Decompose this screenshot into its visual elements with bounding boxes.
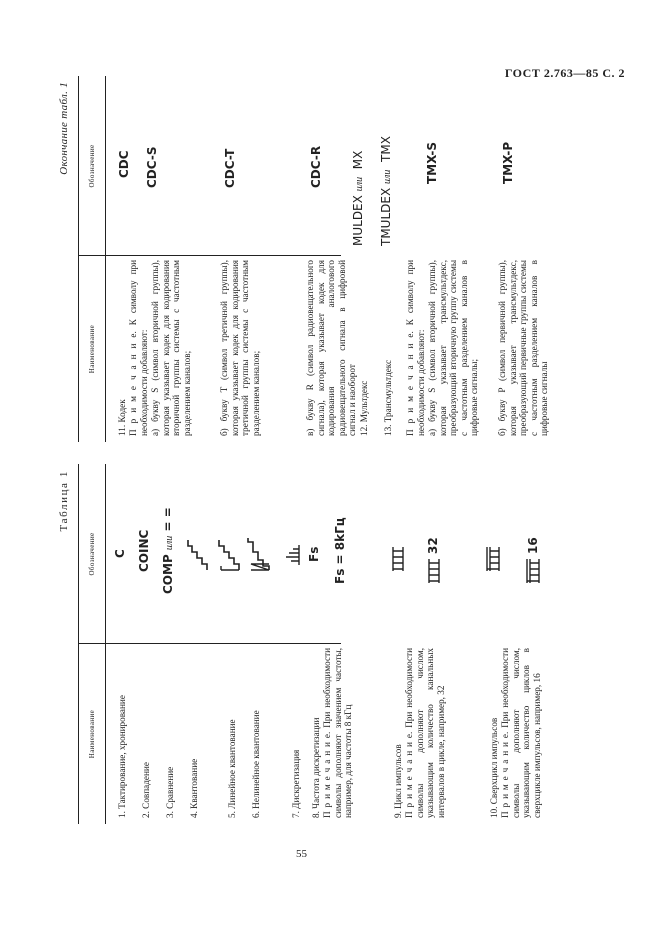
row-name: 11. Кодек	[117, 399, 127, 436]
row-name: 6. Нелинейное квантование	[251, 710, 261, 818]
frame-icon	[427, 558, 441, 584]
symbol-cdc-t: CDC-T	[223, 148, 237, 188]
row-sub: б) букву T (символ третичной группы), которая указывает кодек для кодирования третичной группы системы с частотным разделением каналов;	[219, 260, 261, 436]
symbol-muldex: MULDEX или MX	[351, 150, 365, 246]
row-sub: а) букву S (символ вторичной группы), которая указывает трансмультдекс, преобразующий вторичную группу системы с частотным разделением каналов в цифровые сигналы;	[427, 260, 480, 436]
column-divider	[79, 643, 341, 644]
table-1	[58, 464, 542, 824]
multiframe-icon	[485, 546, 501, 572]
row-name: 7. Дискретизация	[291, 749, 301, 818]
row-sub: в) букву R (символ радиовещательного сигнала), которая указывает кодек для кодирования аналогового радиовещательного сигнала в цифровой сигнал и наоборот	[305, 260, 358, 436]
symbol-tmuldex: TMULDEX или TMX	[379, 136, 393, 246]
symbol-coinc: COINC	[137, 529, 151, 572]
symbol-clock: C	[113, 549, 127, 558]
symbol-comp: COMP или = =	[161, 507, 175, 594]
row-note: П р и м е ч а н и е. При необходимости символы дополняют числом, указывающим количество канальных интервалов в цикле, например, 32	[404, 648, 446, 818]
row-sub: а) букву S (символ вторичной группы), которая указывает кодек для кодирования вторичной группы системы с частотным разделением каналов;	[150, 260, 192, 436]
document-header: ГОСТ 2.763—85 С. 2	[504, 66, 625, 80]
table-header-row	[79, 464, 106, 824]
nonlinear-quantize-icon	[245, 536, 271, 572]
row-note: П р и м е ч а н и е. К символу при необходимости добавляют:	[405, 260, 426, 436]
symbol-frame-count: 32	[426, 537, 440, 554]
column-header-symbol: Обозначение	[88, 532, 96, 576]
table-header-row	[79, 76, 106, 442]
row-note: П р и м е ч а н и е. При необходимости символы дополняют значением частоты, например, для частоты 8 кГц	[322, 648, 354, 818]
row-name: 2. Совпадение	[141, 762, 151, 818]
column-header-symbol: Обозначение	[88, 144, 96, 188]
row-name: 4. Квантование	[189, 758, 199, 818]
row-name: 1. Тактирование, хронирование	[117, 695, 127, 818]
row-note: П р и м е ч а н и е. К символу при необходимости добавляют:	[128, 260, 149, 436]
symbol-tmx-s: TMX-S	[425, 141, 439, 184]
symbol-fs: Fs	[307, 546, 321, 562]
page-number: 55	[296, 848, 307, 860]
row-name: 5. Линейное квантование	[227, 719, 237, 818]
table-caption: Таблица 1	[58, 470, 70, 532]
row-name: 9. Цикл импульсов	[393, 744, 403, 818]
symbol-cdc: CDC	[117, 150, 131, 178]
row-name: 3. Сравнение	[165, 766, 175, 818]
column-divider	[79, 255, 341, 256]
row-name: 12. Мультдекс	[359, 380, 369, 436]
multiframe-icon	[525, 558, 541, 584]
rotated-page-content	[58, 76, 600, 824]
row-name: 10. Сверхцикл импульсов	[489, 717, 499, 818]
frame-icon	[391, 546, 405, 572]
symbol-cdc-s: CDC-S	[145, 146, 159, 188]
symbol-tmx-p: TMX-P	[501, 141, 515, 184]
row-note: П р и м е ч а н и е. При необходимости символы дополняют числом, указывающим количество циклов в сверхцикле импульсов, например, 16	[500, 648, 542, 818]
row-name: 8. Частота дискретизации	[311, 717, 321, 818]
sampling-icon	[281, 544, 301, 566]
row-sub: б) букву P (символ первичной группы), которая указывает трансмультдекс, преобразующий первичные группы системы с частотным разделением каналов в цифровые сигналы	[497, 260, 550, 436]
table-1-continued	[58, 76, 550, 442]
linear-quantize-icon	[217, 536, 241, 572]
symbol-cdc-r: CDC-R	[309, 145, 323, 188]
column-header-name: Наименование	[88, 709, 96, 759]
row-name: 13. Трансмультдекс	[383, 359, 393, 436]
symbol-multiframe-count: 16	[526, 537, 540, 554]
quantize-icon	[187, 536, 209, 572]
column-header-name: Наименование	[88, 324, 96, 374]
symbol-fs-example: Fs = 8kГц	[333, 517, 347, 584]
table-caption: Окончание табл. 1	[58, 82, 70, 175]
